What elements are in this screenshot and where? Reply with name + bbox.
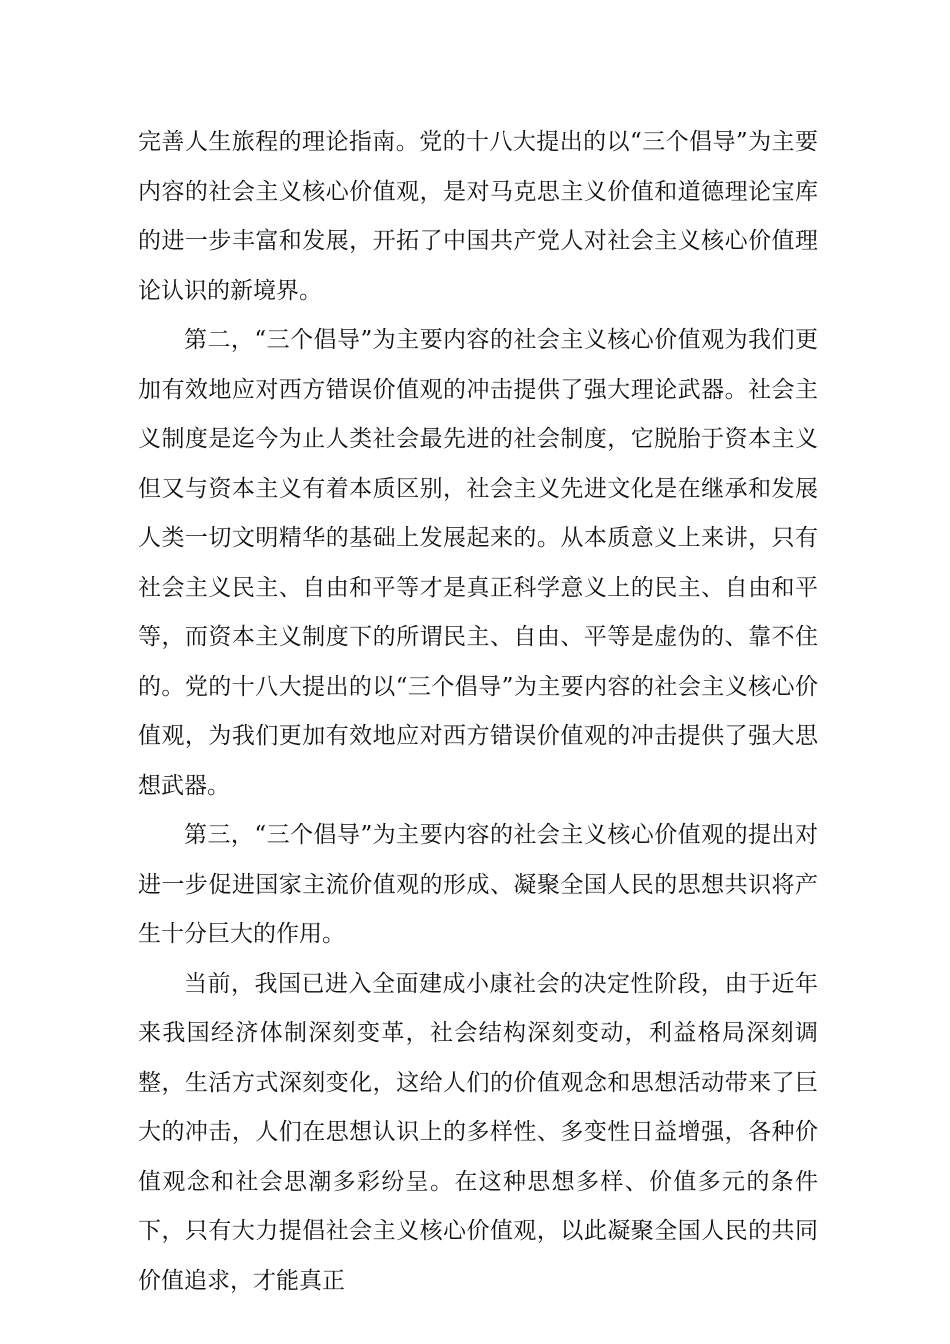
document-body — [138, 118, 818, 1306]
paragraph-2: 第二，“三个倡导”为主要内容的社会主义核心价值观为我们更加有效地应对西方错误价值观的冲击提供了强大理论武器。社会主义制度是迄今为止人类社会最先进的社会制度，它脱胎于资本主义但又与资本主义有着本质区别，社会主义先进文化是在继承和发展人类一切文明精华的基础上发展起来的。从本质意义上来讲，只有社会主义民主、自由和平等才是真正科学意义上的民主、自由和平等，而资本主义制度下的所谓民主、自由、平等是虚伪的、靠不住的。党的十八大提出的以“三个倡导”为主要内容的社会主义核心价值观，为我们更加有效地应对西方错误价值观的冲击提供了强大思想武器。 — [138, 327, 818, 799]
paragraph-4: 当前，我国已进入全面建成小康社会的决定性阶段，由于近年来我国经济体制深刻变革，社会结构深刻变动，利益格局深刻调整，生活方式深刻变化，这给人们的价值观念和思想活动带来了巨大的冲击，人们在思想认识上的多样性、多变性日益增强，各种价值观念和社会思潮多彩纷呈。在这种思想多样、价值多元的条件下，只有大力提倡社会主义核心价值观，以此凝聚全国人民的共同价值追求，才能真正 — [138, 970, 818, 1294]
paragraph-3: 第三，“三个倡导”为主要内容的社会主义核心价值观的提出对进一步促进国家主流价值观的形成、凝聚全国人民的思想共识将产生十分巨大的作用。 — [138, 822, 818, 947]
paragraph-1: 完善人生旅程的理论指南。党的十八大提出的以“三个倡导”为主要内容的社会主义核心价值观，是对马克思主义价值和道德理论宝库的进一步丰富和发展，开拓了中国共产党人对社会主义核心价值理论认识的新境界。 — [138, 129, 818, 304]
